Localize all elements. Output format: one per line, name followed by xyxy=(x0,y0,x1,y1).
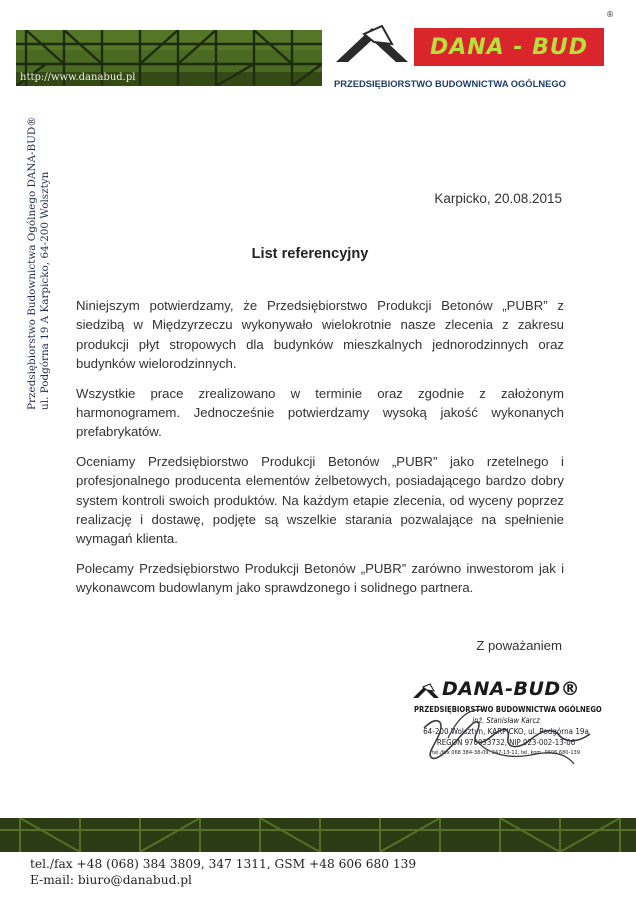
stamp-text xyxy=(414,704,602,759)
header-banner-photo xyxy=(16,30,322,86)
registered-mark: ® xyxy=(606,10,614,19)
side-address-line-2: ul. Podgórna 19 A Karpicko, 64-200 Wolsztyn xyxy=(39,171,51,410)
letter-paragraph: Niniejszym potwierdzamy, że Przedsiębiorstwo Produkcji Betonów „PUBR” z siedzibą w Międzyrzeczu wykonywało wielokrotnie nasze zlecenia z zakresu produkcji płyt stropowych dla budynków mieszkalnych jednorodzinnych oraz budynków wielorodzinnych. xyxy=(76,298,564,372)
stamp-line: REGON 970033732, NIP 923-002-13-06 xyxy=(436,738,576,747)
letter-paragraph: Polecamy Przedsiębiorstwo Produkcji Betonów „PUBR” zarówno inwestorom jak i wykonawcom budowlanym jako sprawdzonego i solidnego partnera. xyxy=(76,560,564,596)
stamp-line: 64-200 Wolsztyn, KARPICKO, ul. Podgórna 19a xyxy=(423,727,589,736)
company-subtitle: PRZEDSIĘBIORSTWO BUDOWNICTWA OGÓLNEGO xyxy=(334,78,566,89)
roof-logo-icon xyxy=(334,22,410,68)
stamp-line: PRZEDSIĘBIORSTWO BUDOWNICTWA OGÓLNEGO xyxy=(414,705,602,714)
stamp-roof-icon xyxy=(412,682,440,700)
side-address xyxy=(26,90,52,410)
footer-email: E-mail: biuro@danabud.pl xyxy=(30,873,192,887)
brand-logo xyxy=(414,28,604,66)
footer-phone: tel./fax +48 (068) 384 3809, 347 1311, GSM +48 606 680 139 xyxy=(30,857,417,871)
footer-scaffolding-photo xyxy=(0,818,636,852)
footer-contact xyxy=(30,856,416,888)
letter-closing: Z poważaniem xyxy=(476,638,562,653)
stamp-line: tel./fax 068 384-38-09, 347-13-11, tel. kom. 0606 680-139 xyxy=(432,750,580,756)
letter-body xyxy=(76,296,564,608)
company-stamp xyxy=(412,678,602,776)
side-address-line-1: Przedsiębiorstwo Budownictwa Ogólnego DANA-BUD® xyxy=(26,116,38,410)
footer-banner-photo xyxy=(0,818,636,852)
stamp-line: inż. Stanisław Karcz xyxy=(472,716,540,725)
letter-title: List referencyjny xyxy=(251,246,369,262)
letter-date: Karpicko, 20.08.2015 xyxy=(434,191,562,206)
brand-name: DANA - BUD xyxy=(429,34,589,60)
letter-paragraph: Oceniamy Przedsiębiorstwo Produkcji Betonów „PUBR” jako rzetelnego i profesjonalnego producenta elementów żelbetowych, posiadającego bardzo dobry system kontroli swoich produktów. Na każdym etapie zlecenia, od wyceny poprzez realizację i dostawę, podjęte są wszelkie starania pozwalające na spełnienie wymagań klienta. xyxy=(76,453,564,547)
website-url: http://www.danabud.pl xyxy=(20,72,136,83)
letter-paragraph: Wszystkie prace zrealizowano w terminie oraz zgodnie z założonym harmonogramem. Jednocześnie potwierdzamy wysoką jakość wykonanych prefabrykatów. xyxy=(76,385,564,440)
stamp-brand: DANA-BUD® xyxy=(442,678,581,700)
